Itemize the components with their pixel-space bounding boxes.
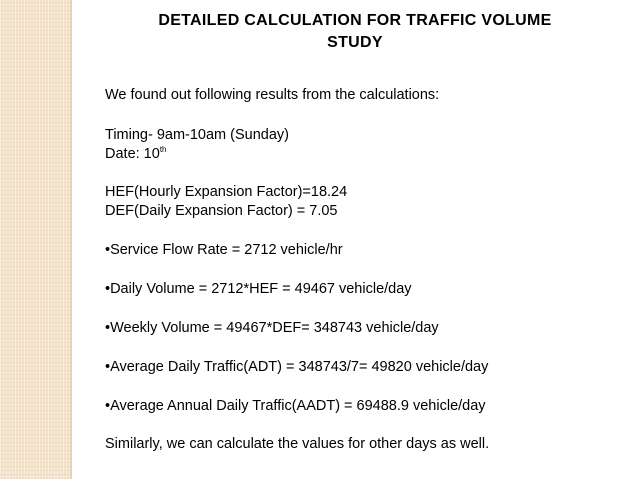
conclusion-text: Similarly, we can calculate the values for other days as well. <box>105 436 490 452</box>
aadt-item: •Average Annual Daily Traffic(AADT) = 69488.9 vehicle/day <box>105 398 486 414</box>
title-line-1: DETAILED CALCULATION FOR TRAFFIC VOLUME <box>158 12 552 29</box>
adt-item: •Average Daily Traffic(ADT) = 348743/7= 49820 vehicle/day <box>105 359 489 375</box>
side-strip-edge <box>70 0 72 479</box>
service-flow-rate-item: •Service Flow Rate = 2712 vehicle/hr <box>105 242 343 258</box>
slide-title <box>110 10 600 54</box>
daily-volume-item: •Daily Volume = 2712*HEF = 49467 vehicle/day <box>105 281 412 297</box>
weekly-volume-item: •Weekly Volume = 49467*DEF= 348743 vehicle/day <box>105 320 439 336</box>
timing-text: Timing- 9am-10am (Sunday) <box>105 127 289 143</box>
date-ordinal: th <box>159 145 167 154</box>
intro-text: We found out following results from the calculations: <box>105 87 440 103</box>
decorative-side-strip <box>0 0 70 479</box>
date-text <box>105 146 167 162</box>
title-line-2: STUDY <box>327 34 383 51</box>
def-text: DEF(Daily Expansion Factor) = 7.05 <box>105 203 338 219</box>
hef-text: HEF(Hourly Expansion Factor)=18.24 <box>105 184 348 200</box>
date-label: Date: 10 <box>105 146 160 162</box>
